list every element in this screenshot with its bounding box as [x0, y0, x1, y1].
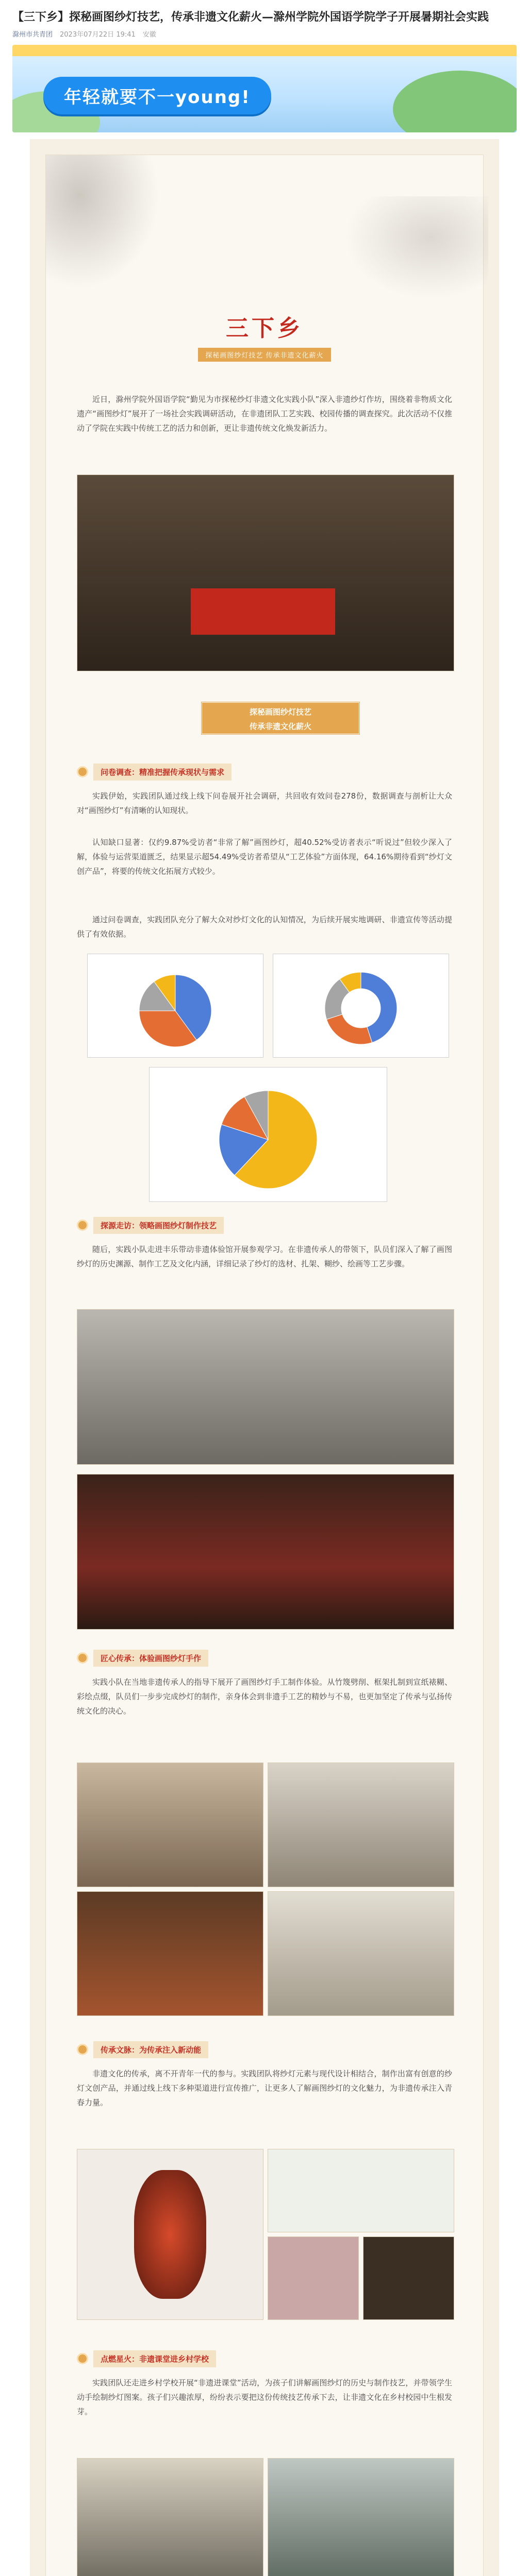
promo-banner[interactable] — [12, 45, 517, 132]
ribbon-line-1: 探秘画图纱灯技艺 — [249, 707, 311, 717]
paragraph: 通过问卷调查，实践团队充分了解大众对纱灯文化的认知情况，为后续开展实地调研、非遗宣传等活动提供了有效依据。 — [77, 915, 452, 939]
survey-chart-1 — [87, 954, 263, 1058]
subsection-heading-inherit — [77, 2041, 208, 2058]
subsection-label: 传承文脉：为传承注入新动能 — [93, 2041, 208, 2058]
publish-date: 2023年07月22日 19:41 — [60, 31, 136, 39]
article-title: 【三下乡】探秘画图纱灯技艺，传承非遗文化薪火—滁州学院外国语学院学子开展暑期社会实践 — [12, 11, 489, 24]
craft-photo-2 — [268, 1762, 454, 1887]
section-heading — [46, 310, 483, 362]
banner-stripe — [12, 45, 517, 56]
ribbon-line-2: 传承非遗文化薪火 — [249, 722, 311, 731]
paragraph: 实践团队还走进乡村学校开展“非遗进课堂”活动，为孩子们讲解画图纱灯的历史与制作技艺，并带领学生动手绘制纱灯图案。孩子们兴趣浓厚，纷纷表示要把这份传统技艺传承下去，让非遗文化在乡村校园中生根发芽。 — [77, 2378, 452, 2416]
title-ribbon — [201, 701, 360, 735]
account-name[interactable]: 滁州市共青团 — [12, 31, 53, 39]
subsection-label: 探源走访：领略画图纱灯制作技艺 — [93, 1217, 224, 1234]
lantern-display-photo — [77, 1474, 454, 1630]
team-banner-flag — [191, 588, 335, 635]
craft-photo-1 — [77, 1762, 263, 1887]
paragraph: 随后，实践小队走进丰乐带动非遗体验馆开展参观学习。在非遗传承人的带领下，队员们深入了解了画图纱灯的历史渊源、制作工艺及文化内涵，详细记录了纱灯的选材、扎架、糊纱、绘画等工艺步骤。 — [77, 1245, 452, 1268]
ink-decoration-right — [344, 196, 488, 299]
lantern-icon — [134, 2170, 206, 2299]
subsection-heading-visit — [77, 1216, 224, 1234]
pie-chart-3 — [150, 1067, 387, 1201]
article-card — [30, 139, 499, 2576]
paragraph: 认知缺口显著：仅约9.87%受访者“非常了解”画图纱灯，超40.52%受访者表示“听说过”但较少深入了解，体验与运营渠道匮乏，结果显示超54.49%受访者希望从“工艺体验”方面体现，64.16%期待看到“纱灯文创产品”，将要的传统文化拓展方式较少。 — [77, 838, 452, 876]
lantern-product-photo-4 — [363, 2236, 454, 2320]
pie-chart-1 — [88, 954, 263, 1057]
craft-photo-3 — [77, 1891, 263, 2016]
article-card-inner — [45, 155, 484, 2576]
lantern-product-photo-3 — [268, 2236, 359, 2320]
paragraph: 实践小队在当地非遗传承人的指导下展开了画图纱灯手工制作体验。从竹篾劈削、框架扎制到宣纸裱糊、彩绘点缀，队员们一步步完成纱灯的制作，亲身体会到非遗手工艺的精妙与不易，也更加坚定了传承与弘扬传统文化的决心。 — [77, 1677, 452, 1716]
bullet-icon — [77, 766, 88, 777]
museum-photo — [77, 1309, 454, 1465]
bullet-icon — [77, 2044, 88, 2055]
bullet-icon — [77, 1652, 88, 1664]
subsection-label: 点燃星火：非遗课堂进乡村学校 — [93, 2350, 216, 2367]
lantern-product-photo-2 — [268, 2149, 454, 2232]
subsection-heading-craft — [77, 1649, 208, 1667]
article-header — [0, 0, 529, 39]
subsection-heading-survey — [77, 763, 232, 781]
subsection-label: 匠心传承：体验画图纱灯手作 — [93, 1650, 208, 1667]
section-subtitle: 探秘画图纱灯技艺 传承非遗文化薪火 — [198, 348, 330, 362]
bullet-icon — [77, 1219, 88, 1231]
banner-hill-right — [393, 71, 517, 132]
intro-paragraph: 近日，滁州学院外国语学院“勤见为市探秘纱灯非遗文化实践小队”深入非遗纱灯作坊，围绕着非物质文化遗产“画图纱灯”展开了一场社会实践调研活动，在非遗团队工艺实践、校园传播的调查探究。此次活动不仅推动了学院在实践中传统工艺的活力和创新，更让非遗传统文化焕发新活力。 — [77, 395, 452, 433]
article-meta — [12, 29, 517, 39]
subsection-heading-classroom — [77, 2350, 216, 2367]
craft-photo-4 — [268, 1891, 454, 2016]
group-photo-1 — [77, 474, 454, 671]
banner-slogan: 年轻就要不一young! — [43, 77, 271, 114]
lantern-product-photo-1 — [77, 2149, 263, 2320]
survey-chart-3 — [149, 1067, 387, 1202]
classroom-photo-1 — [77, 2458, 263, 2576]
ink-decoration-left — [46, 155, 159, 289]
paragraph: 实践伊始，实践团队通过线上线下问卷展开社会调研，共回收有效问卷278份，数据调查与剖析让大众对“画图纱灯”有清晰的认知现状。 — [77, 791, 452, 815]
survey-chart-2 — [273, 954, 449, 1058]
classroom-photo-2 — [268, 2458, 454, 2576]
bullet-icon — [77, 2353, 88, 2364]
paragraph: 非遗文化的传承，离不开青年一代的参与。实践团队将纱灯元素与现代设计相结合，制作出富有创意的纱灯文创产品，并通过线上线下多种渠道进行宣传推广，让更多人了解画图纱灯的文化魅力，为非遗传承注入青春力量。 — [77, 2069, 452, 2107]
publish-location: 安徽 — [142, 31, 156, 39]
donut-hole — [341, 989, 381, 1028]
subsection-label: 问卷调查：精准把握传承现状与需求 — [93, 764, 232, 781]
pie-chart-2 — [273, 954, 449, 1057]
section-title: 三下乡 — [226, 315, 303, 342]
